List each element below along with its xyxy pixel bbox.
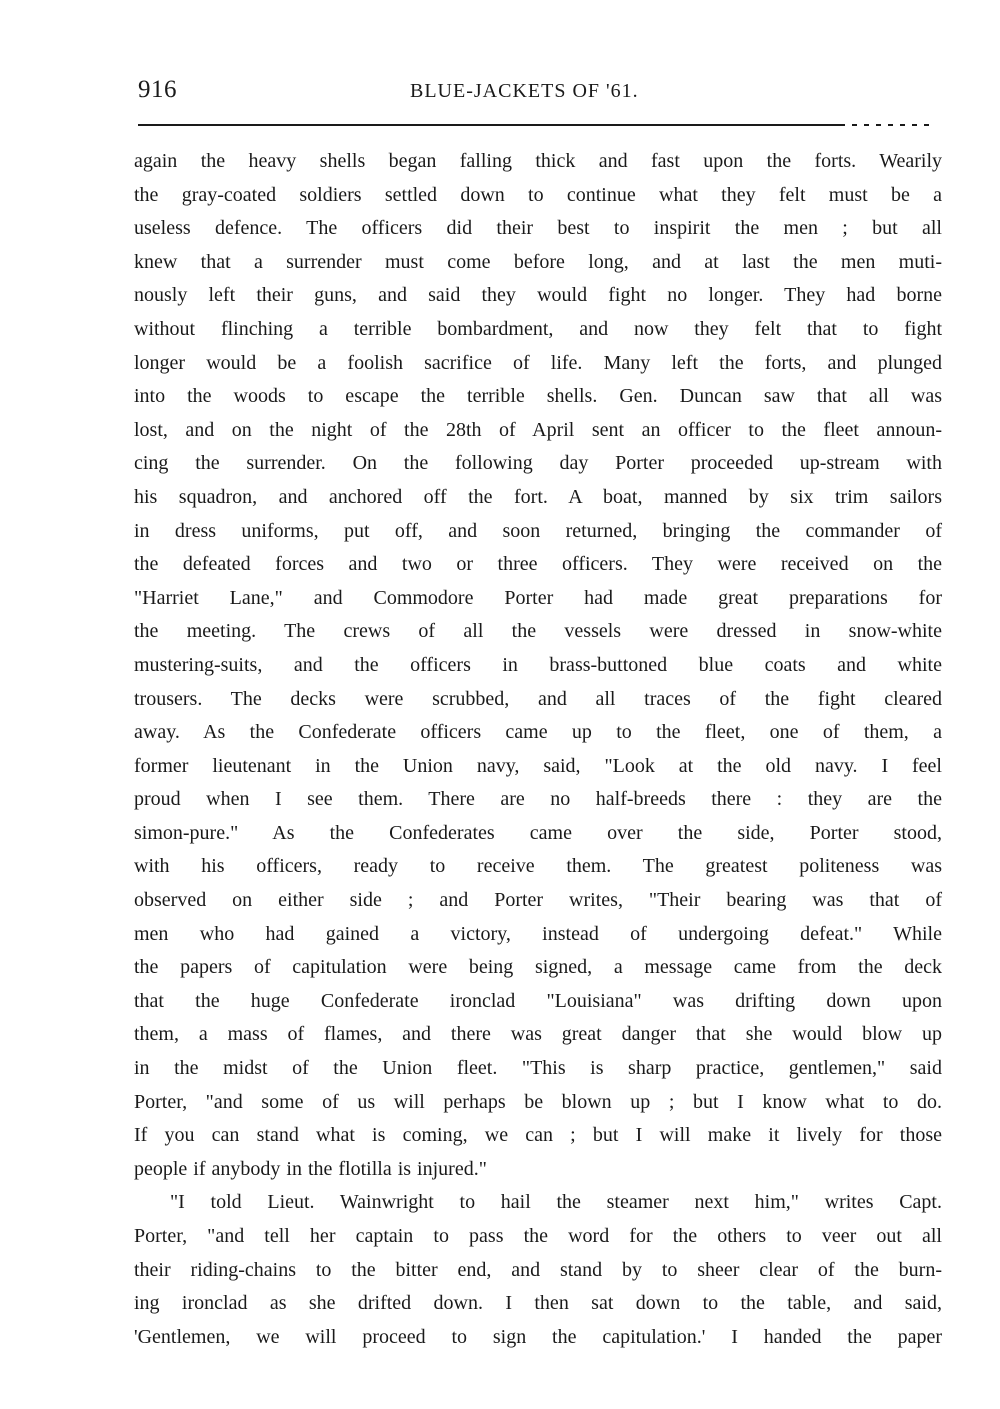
text-line: that the huge Confederate ironclad "Louisiana" was drifting down upon [134, 989, 942, 1012]
text-line: longer would be a foolish sacrifice of life. Many left the forts, and plunged [134, 351, 942, 374]
page-number: 916 [138, 76, 177, 103]
text-line: cing the surrender. On the following day Porter proceeded up-stream with [134, 452, 942, 475]
text-line: trousers. The decks were scrubbed, and all traces of the fight cleared [134, 687, 942, 710]
text-line: people if anybody in the flotilla is injured." [134, 1157, 487, 1180]
text-line: 'Gentlemen, we will proceed to sign the capitulation.' I handed the paper [134, 1325, 942, 1348]
text-line: "Harriet Lane," and Commodore Porter had made great preparations for [134, 586, 942, 609]
running-head [138, 72, 942, 112]
text-line: his squadron, and anchored off the fort. A boat, manned by six trim sailors [134, 485, 942, 508]
header-rule-fade [845, 124, 935, 127]
text-line: again the heavy shells began falling thick and fast upon the forts. Wearily [134, 150, 942, 172]
text-line: the gray-coated soldiers settled down to continue what they felt must be a [134, 183, 942, 206]
text-line: in the midst of the Union fleet. "This is sharp practice, gentlemen," said [134, 1057, 942, 1080]
text-line: lost, and on the night of the 28th of April sent an officer to the fleet announ- [134, 418, 942, 441]
text-line: knew that a surrender must come before long, and at last the men muti- [134, 250, 942, 273]
text-line: the meeting. The crews of all the vessels were dressed in snow-white [134, 620, 942, 643]
text-line: Porter, "and tell her captain to pass the word for the others to veer out all [134, 1225, 942, 1247]
text-line: away. As the Confederate officers came up to the fleet, one of them, a [134, 721, 942, 744]
text-line: useless defence. The officers did their best to inspirit the men ; but all [134, 217, 942, 240]
text-line: Porter, "and some of us will perhaps be blown up ; but I know what to do. [134, 1090, 942, 1113]
text-line: the defeated forces and two or three officers. They were received on the [134, 553, 942, 576]
text-line: proud when I see them. There are no half-breeds there : they are the [134, 788, 942, 811]
text-line: without flinching a terrible bombardment, and now they felt that to fight [134, 317, 942, 340]
text-line: "I told Lieut. Wainwright to hail the steamer next him," writes Capt. [170, 1191, 942, 1214]
text-line: the papers of capitulation were being signed, a message came from the deck [134, 956, 942, 979]
text-line: into the woods to escape the terrible shells. Gen. Duncan saw that all was [134, 385, 942, 408]
text-line: men who had gained a victory, instead of undergoing defeat." While [134, 922, 942, 945]
text-line: observed on either side ; and Porter writes, "Their bearing was that of [134, 889, 942, 912]
text-line: former lieutenant in the Union navy, said, "Look at the old navy. I feel [134, 754, 942, 777]
header-rule [138, 124, 933, 126]
text-line: mustering-suits, and the officers in brass-buttoned blue coats and white [134, 653, 942, 676]
text-line: in dress uniforms, put off, and soon returned, bringing the commander of [134, 519, 942, 542]
text-line: simon-pure." As the Confederates came over the side, Porter stood, [134, 821, 942, 844]
text-line: them, a mass of flames, and there was great danger that she would blow up [134, 1023, 942, 1046]
text-line: nously left their guns, and said they would fight no longer. They had borne [134, 284, 942, 307]
running-title: BLUE-JACKETS OF '61. [410, 80, 639, 102]
text-line: If you can stand what is coming, we can ; but I will make it lively for those [134, 1124, 942, 1147]
body-text [134, 145, 942, 1354]
text-line: their riding-chains to the bitter end, and stand by to sheer clear of the burn- [134, 1258, 942, 1281]
text-line: with his officers, ready to receive them. The greatest politeness was [134, 855, 942, 878]
text-line: ing ironclad as she drifted down. I then sat down to the table, and said, [134, 1292, 942, 1315]
